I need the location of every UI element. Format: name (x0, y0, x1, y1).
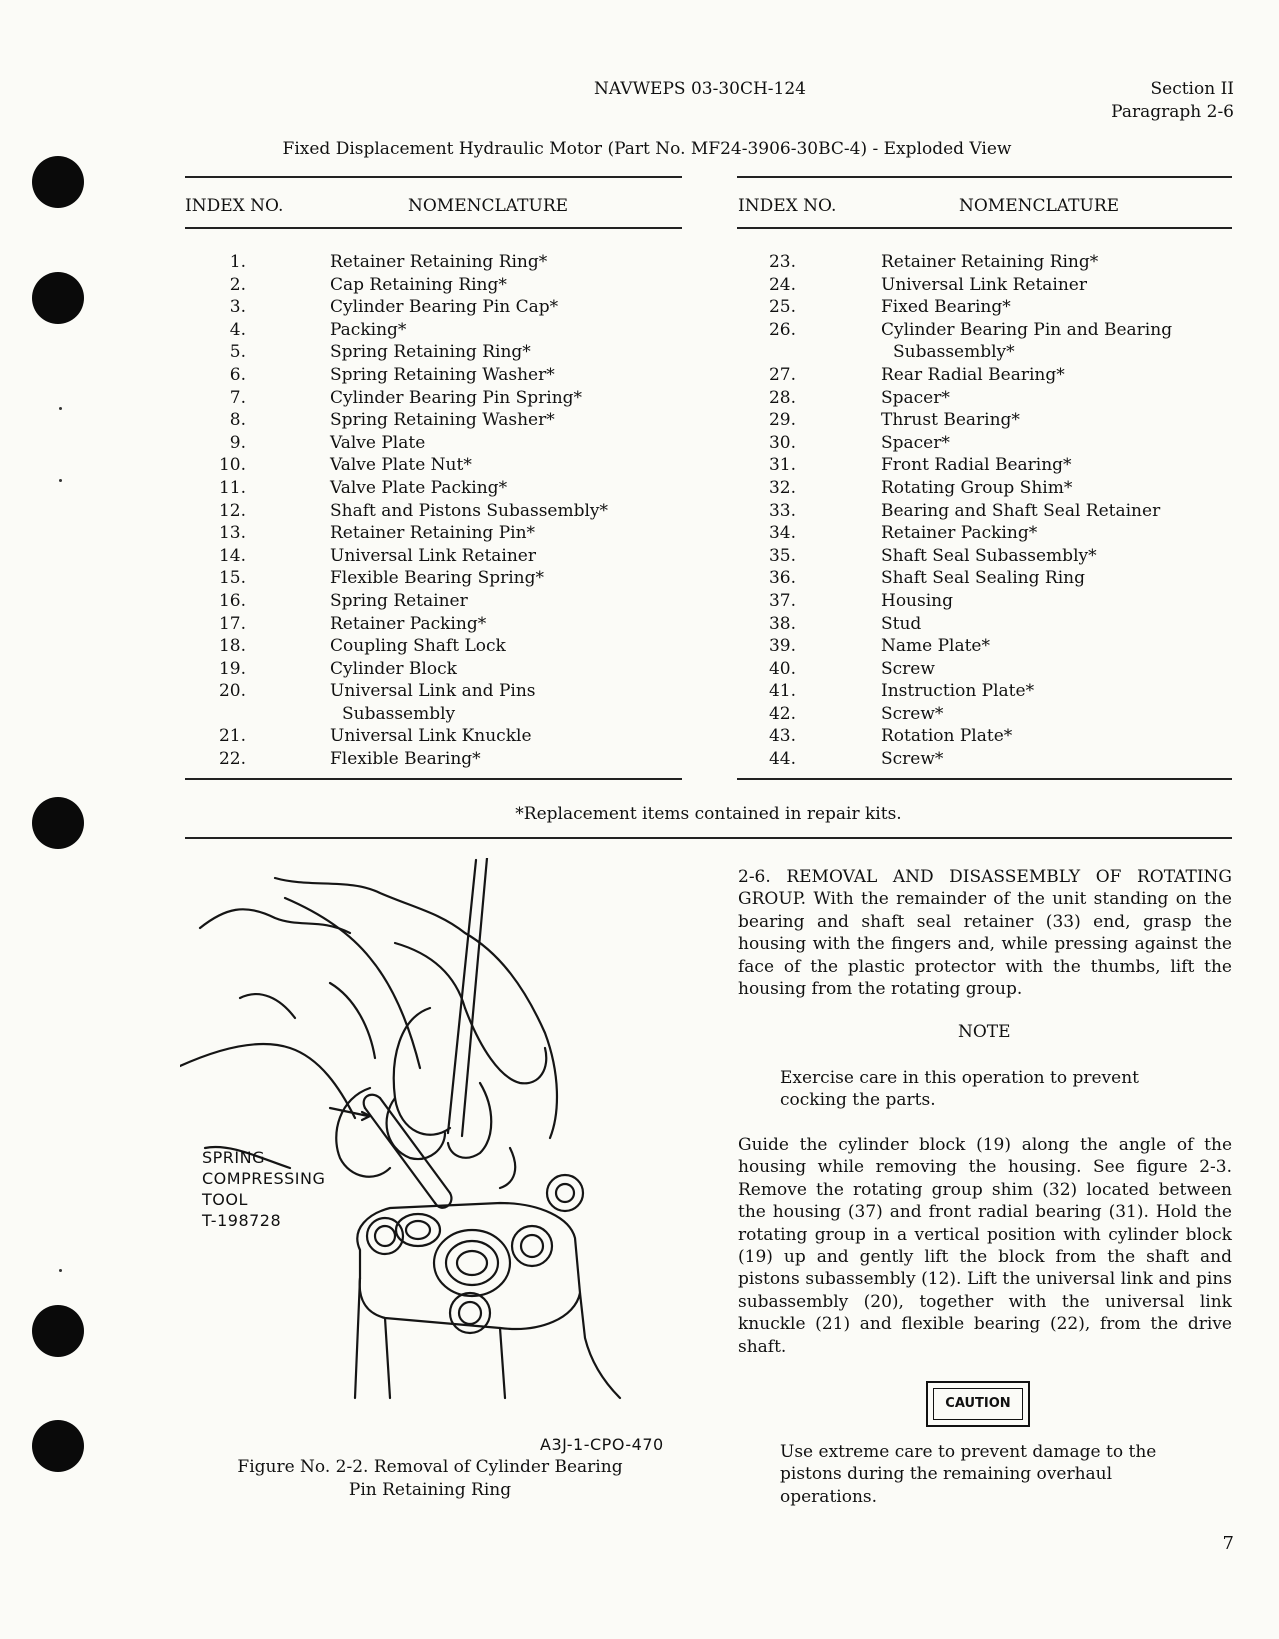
index-number: 8. (229, 410, 246, 431)
nomenclature: Shaft Seal Sealing Ring (881, 568, 1085, 589)
index-number: 25. (768, 297, 796, 318)
index-number: 2. (229, 274, 246, 295)
note-heading: NOTE (958, 1022, 1011, 1042)
caution-text: Use extreme care to prevent damage to the pistons during the remaining overhaul operations. (780, 1442, 1157, 1507)
nomenclature: Spacer* (881, 432, 950, 453)
speck (59, 1269, 62, 1272)
table-row (0, 500, 1240, 523)
index-number: 13. (218, 523, 246, 544)
nomenclature: Housing (881, 590, 954, 611)
table-top-rule (185, 176, 682, 178)
table-row (0, 567, 1240, 590)
table-row (0, 477, 1240, 500)
index-number: 27. (768, 364, 796, 385)
nomenclature: Packing* (330, 319, 407, 340)
index-number: 34. (768, 523, 796, 544)
index-number: 12. (218, 500, 246, 521)
table-header-rule (737, 227, 1232, 229)
index-number: 17. (218, 613, 246, 634)
figure-callout-label: SPRING COMPRESSING TOOL T-198728 (202, 1148, 326, 1230)
table-row (0, 725, 1240, 748)
table-row (0, 545, 1240, 568)
table-top-rule (737, 176, 1232, 178)
table-row (0, 454, 1240, 477)
binder-hole (32, 156, 84, 208)
nomenclature: Valve Plate Packing* (330, 477, 508, 498)
table-row (0, 319, 1240, 342)
column-header-index: INDEX NO. (185, 196, 284, 216)
nomenclature: Retainer Packing* (881, 523, 1038, 544)
binder-hole (32, 797, 84, 849)
index-number: 40. (768, 658, 796, 679)
page-number: 7 (1222, 1533, 1234, 1554)
nomenclature: Screw* (881, 749, 944, 770)
table-row (0, 409, 1240, 432)
footnote: *Replacement items contained in repair kits. (515, 804, 902, 824)
nomenclature: Spring Retainer (330, 590, 468, 611)
index-number: 3. (229, 297, 246, 318)
table-row (0, 432, 1240, 455)
figure-code: A3J-1-CPO-470 (540, 1435, 664, 1454)
index-number: 43. (768, 726, 796, 747)
nomenclature: Spring Retaining Ring* (330, 342, 531, 363)
column-header-nomenclature: NOMENCLATURE (959, 196, 1120, 216)
nomenclature: Cylinder Block (330, 658, 457, 679)
table-bottom-rule (737, 778, 1232, 780)
index-number: 33. (768, 500, 796, 521)
nomenclature: Cylinder Bearing Pin and Bearing (881, 319, 1173, 340)
index-number: 21. (218, 726, 246, 747)
table-row (0, 387, 1240, 410)
index-number: 9. (229, 432, 246, 453)
index-number: 26. (768, 319, 796, 340)
index-number: 11. (218, 477, 246, 498)
table-row (0, 364, 1240, 387)
nomenclature: Valve Plate Nut* (330, 455, 472, 476)
column-header-index: INDEX NO. (738, 196, 837, 216)
nomenclature: Flexible Bearing* (330, 749, 481, 770)
index-number: 15. (218, 568, 246, 589)
nomenclature: Retainer Retaining Ring* (330, 252, 548, 272)
binder-hole (32, 1420, 84, 1472)
nomenclature: Stud (881, 613, 922, 634)
note-text: Exercise care in this operation to prevent cocking the parts. (780, 1068, 1139, 1111)
table-row (0, 590, 1240, 613)
table-row (0, 296, 1240, 319)
index-number: 14. (218, 545, 246, 566)
index-number: 10. (218, 455, 246, 476)
index-number: 6. (229, 364, 246, 385)
section-label: Section II (1150, 79, 1234, 99)
nomenclature: Rotating Group Shim* (881, 477, 1073, 498)
nomenclature: Shaft and Pistons Subassembly* (330, 500, 609, 521)
index-number: 32. (768, 477, 796, 498)
index-number: 18. (218, 636, 246, 657)
table-row (0, 341, 1240, 364)
table-row (0, 522, 1240, 545)
index-number: 42. (768, 703, 796, 724)
nomenclature: Universal Link Retainer (881, 274, 1087, 295)
nomenclature: Shaft Seal Subassembly* (881, 545, 1097, 566)
index-number: 22. (218, 749, 246, 770)
index-number: 24. (768, 274, 796, 295)
index-number: 7. (229, 387, 246, 408)
nomenclature: Spacer* (881, 387, 950, 408)
index-number: 41. (768, 681, 796, 702)
paragraph-guide: Guide the cylinder block (19) along the angle of the housing while removing the housing. See figure 2-3. Remove the rotating group shim (32) located between the housing (37) and front radial bearing (31). Hold the rotating group in a vertical position with cylinder block (19) up and gently lift the block from the shaft and pistons subassembly (12). Lift the universal link and pins subassembly (20), together with the universal link knuckle (21) and flexible bearing (22), from the drive shaft. (738, 1135, 1232, 1357)
caution-box (926, 1381, 1030, 1427)
nomenclature: Retainer Retaining Ring* (881, 252, 1099, 272)
nomenclature: Bearing and Shaft Seal Retainer (881, 500, 1161, 521)
binder-hole (32, 1305, 84, 1357)
nomenclature: Rotation Plate* (881, 726, 1013, 747)
index-number: 28. (768, 387, 796, 408)
nomenclature: Cap Retaining Ring* (330, 274, 507, 295)
document-number: NAVWEPS 03-30CH-124 (594, 79, 806, 99)
nomenclature: Rear Radial Bearing* (881, 364, 1065, 385)
table-row (0, 703, 1240, 726)
table-row (0, 658, 1240, 681)
index-number: 31. (768, 455, 796, 476)
nomenclature: Universal Link and Pins (330, 681, 536, 702)
nomenclature: Cylinder Bearing Pin Spring* (330, 387, 583, 408)
index-number: 35. (768, 545, 796, 566)
section-divider (185, 837, 1232, 839)
nomenclature: Spring Retaining Washer* (330, 364, 555, 385)
index-number: 30. (768, 432, 796, 453)
nomenclature: Subassembly (342, 703, 456, 724)
table-header-rule (185, 227, 682, 229)
index-number: 4. (229, 319, 246, 340)
index-number: 19. (218, 658, 246, 679)
table-row (0, 274, 1240, 297)
index-number: 39. (768, 636, 796, 657)
nomenclature: Name Plate* (881, 636, 990, 657)
nomenclature: Subassembly* (893, 342, 1015, 363)
paragraph-label: Paragraph 2-6 (1111, 102, 1234, 122)
index-number: 37. (768, 590, 796, 611)
table-row (0, 748, 1240, 771)
table-row (0, 613, 1240, 636)
nomenclature: Fixed Bearing* (881, 297, 1011, 318)
index-number: 5. (229, 342, 246, 363)
nomenclature: Universal Link Retainer (330, 545, 536, 566)
table-row (0, 680, 1240, 703)
table-bottom-rule (185, 778, 682, 780)
nomenclature: Flexible Bearing Spring* (330, 568, 545, 589)
table-row (0, 251, 1240, 274)
table-row (0, 635, 1240, 658)
nomenclature: Universal Link Knuckle (330, 726, 532, 747)
nomenclature: Cylinder Bearing Pin Cap* (330, 297, 559, 318)
figure-illustration (180, 858, 680, 1418)
index-number: 29. (768, 410, 796, 431)
index-number: 38. (768, 613, 796, 634)
column-header-nomenclature: NOMENCLATURE (408, 196, 569, 216)
nomenclature: Spring Retaining Washer* (330, 410, 555, 431)
index-number: 44. (768, 749, 796, 770)
nomenclature: Thrust Bearing* (881, 410, 1020, 431)
nomenclature: Screw (881, 658, 935, 679)
figure-caption: Figure No. 2-2. Removal of Cylinder Bearing Pin Retaining Ring (237, 1457, 623, 1500)
table-title: Fixed Displacement Hydraulic Motor (Part No. MF24-3906-30BC-4) - Exploded View (282, 139, 1012, 159)
index-number: 36. (768, 568, 796, 589)
paragraph-2-6: 2-6. REMOVAL AND DISASSEMBLY OF ROTATING GROUP. With the remainder of the unit standing on the bearing and shaft seal retainer (33) end, grasp the housing with the fingers and, while pressing against the face of the plastic protector with the thumbs, lift the housing from the rotating group. (738, 867, 1232, 1000)
index-number: 20. (218, 681, 246, 702)
nomenclature: Screw* (881, 703, 944, 724)
parts-list-right (0, 251, 1240, 771)
nomenclature: Coupling Shaft Lock (330, 636, 506, 657)
nomenclature: Front Radial Bearing* (881, 455, 1072, 476)
nomenclature: Valve Plate (330, 432, 426, 453)
nomenclature: Retainer Retaining Pin* (330, 523, 536, 544)
index-number: 23. (768, 252, 796, 272)
index-number: 1. (229, 252, 246, 272)
caution-label: CAUTION (933, 1388, 1023, 1420)
index-number: 16. (218, 590, 246, 611)
nomenclature: Instruction Plate* (881, 681, 1035, 702)
nomenclature: Retainer Packing* (330, 613, 487, 634)
